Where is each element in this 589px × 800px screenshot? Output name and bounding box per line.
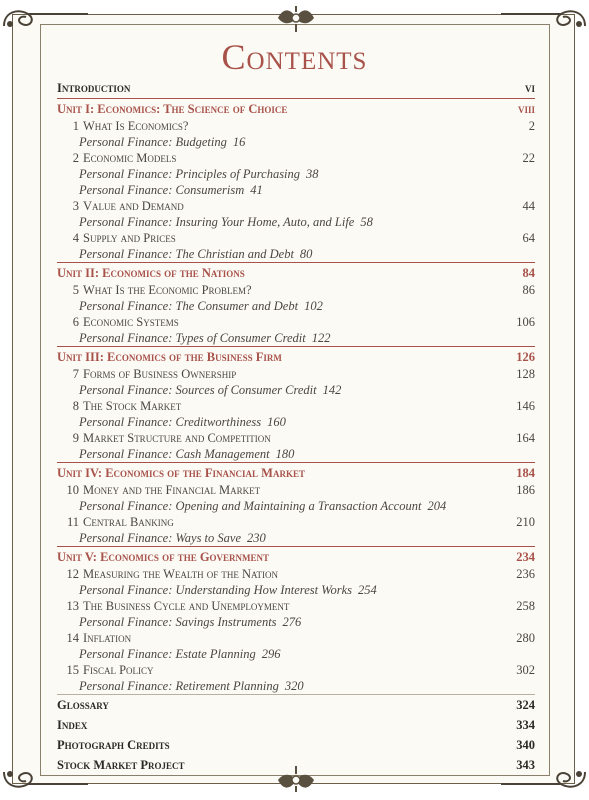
chapter-entry xyxy=(65,398,181,414)
personal-finance-title: Personal Finance: Cash Management xyxy=(79,447,270,461)
unit-label: Unit IV: Economics of the Financial Market xyxy=(57,466,305,480)
chapter-entry xyxy=(65,430,271,446)
chapter-entry xyxy=(65,566,278,582)
toc-personal-finance[interactable] xyxy=(57,530,535,546)
personal-finance-page: 122 xyxy=(311,331,331,345)
chapter-title: Forms of Business Ownership xyxy=(83,367,237,381)
personal-finance-entry xyxy=(79,166,319,182)
toc-personal-finance[interactable] xyxy=(57,414,535,430)
page-title: Contents xyxy=(221,37,368,77)
personal-finance-title: Personal Finance: Insuring Your Home, Auto, and Life xyxy=(79,215,355,229)
personal-finance-page: 58 xyxy=(360,215,373,229)
chapter-title: The Stock Market xyxy=(83,399,182,413)
chapter-entry xyxy=(65,514,174,530)
unit-page: viii xyxy=(517,102,535,116)
personal-finance-entry xyxy=(79,214,373,230)
toc-unit[interactable] xyxy=(57,546,535,566)
chapter-page: 128 xyxy=(516,367,535,381)
chapter-entry xyxy=(65,118,188,134)
chapter-entry xyxy=(65,482,260,498)
chapter-entry xyxy=(65,314,179,330)
toc-unit[interactable] xyxy=(57,262,535,282)
chapter-entry xyxy=(65,282,252,298)
toc-chapter[interactable] xyxy=(57,514,535,530)
chapter-number: 6 xyxy=(72,315,79,329)
backmatter-label: Stock Market Project xyxy=(57,758,185,772)
chapter-number: 8 xyxy=(72,399,79,413)
personal-finance-entry xyxy=(79,382,341,398)
personal-finance-title: Personal Finance: The Christian and Debt xyxy=(79,247,294,261)
backmatter-label: Glossary xyxy=(57,698,109,712)
toc-chapter[interactable] xyxy=(57,430,535,446)
chapter-page: 106 xyxy=(516,315,535,329)
chapter-entry xyxy=(65,198,184,214)
toc-personal-finance[interactable] xyxy=(57,298,535,314)
toc-introduction[interactable] xyxy=(57,78,535,98)
personal-finance-entry xyxy=(79,614,301,630)
toc-unit[interactable] xyxy=(57,98,535,118)
toc-chapter[interactable] xyxy=(57,366,535,382)
personal-finance-title: Personal Finance: Types of Consumer Credit xyxy=(79,331,306,345)
toc-chapter[interactable] xyxy=(57,282,535,298)
toc-personal-finance[interactable] xyxy=(57,582,535,598)
chapter-title: Market Structure and Competition xyxy=(83,431,271,445)
personal-finance-title: Personal Finance: Consumerism xyxy=(79,183,245,197)
backmatter-list xyxy=(57,694,535,775)
personal-finance-entry xyxy=(79,530,266,546)
chapter-number: 15 xyxy=(66,663,79,677)
unit-label: Unit II: Economics of the Nations xyxy=(57,266,245,280)
toc-chapter[interactable] xyxy=(57,662,535,678)
toc-backmatter[interactable] xyxy=(57,755,535,775)
toc-backmatter[interactable] xyxy=(57,735,535,755)
chapter-page: 86 xyxy=(522,283,535,297)
personal-finance-title: Personal Finance: Savings Instruments xyxy=(79,615,277,629)
personal-finance-page: 102 xyxy=(304,299,323,313)
personal-finance-page: 320 xyxy=(284,679,304,693)
backmatter-page: 343 xyxy=(516,758,535,772)
backmatter-label: Photograph Credits xyxy=(57,738,170,752)
personal-finance-page: 38 xyxy=(306,167,319,181)
chapter-title: Fiscal Policy xyxy=(83,663,154,677)
personal-finance-entry xyxy=(79,646,280,662)
toc-personal-finance[interactable] xyxy=(57,182,535,198)
chapter-title: Inflation xyxy=(83,631,132,645)
personal-finance-page: 296 xyxy=(261,647,281,661)
toc-chapter[interactable] xyxy=(57,118,535,134)
table-of-contents xyxy=(57,78,535,775)
toc-label: Introduction xyxy=(57,81,131,95)
toc-personal-finance[interactable] xyxy=(57,646,535,662)
chapter-entry xyxy=(65,150,176,166)
chapter-number: 10 xyxy=(66,483,79,497)
chapter-number: 11 xyxy=(66,515,79,529)
unit-page: 184 xyxy=(516,466,535,480)
toc-personal-finance[interactable] xyxy=(57,382,535,398)
chapter-page: 186 xyxy=(516,483,535,497)
personal-finance-entry xyxy=(79,330,330,346)
personal-finance-page: 142 xyxy=(322,383,342,397)
corner-ornament-icon xyxy=(0,4,90,32)
chapter-number: 9 xyxy=(72,431,79,445)
toc-unit[interactable] xyxy=(57,462,535,482)
chapter-number: 1 xyxy=(72,119,79,133)
personal-finance-page: 276 xyxy=(282,615,302,629)
units-list xyxy=(57,98,535,694)
personal-finance-title: Personal Finance: Retirement Planning xyxy=(79,679,279,693)
unit-page: 126 xyxy=(516,350,535,364)
chapter-number: 13 xyxy=(66,599,79,613)
chapter-title: Supply and Prices xyxy=(83,231,176,245)
unit-label: Unit III: Economics of the Business Firm xyxy=(57,350,282,364)
chapter-page: 236 xyxy=(516,567,535,581)
chapter-page: 64 xyxy=(522,231,535,245)
personal-finance-title: Personal Finance: Budgeting xyxy=(79,135,227,149)
chapter-title: Central Banking xyxy=(83,515,174,529)
personal-finance-title: Personal Finance: Principles of Purchasing xyxy=(79,167,301,181)
toc-chapter[interactable] xyxy=(57,598,535,614)
chapter-page: 302 xyxy=(516,663,535,677)
toc-chapter[interactable] xyxy=(57,150,535,166)
personal-finance-title: Personal Finance: Ways to Save xyxy=(79,531,241,545)
personal-finance-entry xyxy=(79,298,323,314)
chapter-page: 210 xyxy=(516,515,535,529)
chapter-title: Measuring the Wealth of the Nation xyxy=(83,567,278,581)
toc-chapter[interactable] xyxy=(57,198,535,214)
chapter-page: 22 xyxy=(522,151,535,165)
unit-label: Unit V: Economics of the Government xyxy=(57,550,270,564)
toc-chapter[interactable] xyxy=(57,482,535,498)
chapter-entry xyxy=(65,630,131,646)
chapter-page: 280 xyxy=(516,631,535,645)
personal-finance-entry xyxy=(79,182,263,198)
personal-finance-page: 16 xyxy=(232,135,246,149)
chapter-page: 146 xyxy=(516,399,535,413)
toc-chapter[interactable] xyxy=(57,398,535,414)
personal-finance-title: Personal Finance: Sources of Consumer Credit xyxy=(79,383,317,397)
personal-finance-page: 254 xyxy=(358,583,377,597)
corner-ornament-icon xyxy=(499,4,589,32)
chapter-page: 44 xyxy=(522,199,535,213)
chapter-number: 7 xyxy=(72,367,79,381)
chapter-title: What Is Economics? xyxy=(83,119,189,133)
chapter-title: Economic Systems xyxy=(83,315,179,329)
center-ornament-icon xyxy=(274,4,318,34)
chapter-page: 2 xyxy=(528,119,535,133)
personal-finance-page: 160 xyxy=(267,415,286,429)
toc-personal-finance[interactable] xyxy=(57,446,535,462)
unit-page: 234 xyxy=(516,550,535,564)
toc-personal-finance[interactable] xyxy=(57,166,535,182)
chapter-number: 4 xyxy=(72,231,79,245)
toc-chapter[interactable] xyxy=(57,566,535,582)
personal-finance-page: 204 xyxy=(427,499,447,513)
chapter-number: 3 xyxy=(72,199,79,213)
chapter-page: 258 xyxy=(516,599,535,613)
chapter-title: Economic Models xyxy=(83,151,177,165)
personal-finance-title: Personal Finance: The Consumer and Debt xyxy=(79,299,299,313)
personal-finance-entry xyxy=(79,498,446,514)
backmatter-page: 334 xyxy=(516,718,535,732)
toc-personal-finance[interactable] xyxy=(57,498,535,514)
chapter-title: Value and Demand xyxy=(83,199,184,213)
personal-finance-entry xyxy=(79,134,245,150)
backmatter-label: Index xyxy=(57,718,88,732)
chapter-number: 12 xyxy=(66,567,79,581)
chapter-entry xyxy=(65,366,236,382)
toc-personal-finance[interactable] xyxy=(57,614,535,630)
personal-finance-page: 230 xyxy=(247,531,266,545)
personal-finance-title: Personal Finance: Creditworthiness xyxy=(79,415,262,429)
personal-finance-title: Personal Finance: Opening and Maintaining a Transaction Account xyxy=(79,499,422,513)
backmatter-page: 324 xyxy=(516,698,535,712)
toc-personal-finance[interactable] xyxy=(57,330,535,346)
toc-personal-finance[interactable] xyxy=(57,678,535,694)
personal-finance-entry xyxy=(79,414,286,430)
toc-chapter[interactable] xyxy=(57,230,535,246)
unit-label: Unit I: Economics: The Science of Choice xyxy=(57,102,288,116)
unit-page: 84 xyxy=(522,266,535,280)
personal-finance-entry xyxy=(79,446,294,462)
toc-page: vi xyxy=(524,81,535,95)
chapter-title: The Business Cycle and Unemployment xyxy=(83,599,290,613)
chapter-entry xyxy=(65,662,154,678)
toc-backmatter[interactable] xyxy=(57,715,535,735)
chapter-page: 164 xyxy=(516,431,535,445)
personal-finance-page: 180 xyxy=(275,447,295,461)
toc-backmatter[interactable] xyxy=(57,694,535,715)
chapter-number: 2 xyxy=(72,151,79,165)
personal-finance-page: 80 xyxy=(299,247,313,261)
toc-personal-finance[interactable] xyxy=(57,246,535,262)
chapter-entry xyxy=(65,230,176,246)
personal-finance-page: 41 xyxy=(250,183,263,197)
chapter-title: Money and the Financial Market xyxy=(83,483,261,497)
personal-finance-title: Personal Finance: Understanding How Interest Works xyxy=(79,583,353,597)
toc-unit[interactable] xyxy=(57,346,535,366)
backmatter-page: 340 xyxy=(516,738,535,752)
toc-chapter[interactable] xyxy=(57,314,535,330)
chapter-entry xyxy=(65,598,289,614)
toc-personal-finance[interactable] xyxy=(57,214,535,230)
personal-finance-title: Personal Finance: Estate Planning xyxy=(79,647,256,661)
chapter-title: What Is the Economic Problem? xyxy=(83,283,252,297)
toc-chapter[interactable] xyxy=(57,630,535,646)
chapter-number: 5 xyxy=(72,283,79,297)
chapter-number: 14 xyxy=(66,631,79,645)
toc-personal-finance[interactable] xyxy=(57,134,535,150)
personal-finance-entry xyxy=(79,678,304,694)
personal-finance-entry xyxy=(79,246,312,262)
personal-finance-entry xyxy=(79,582,377,598)
